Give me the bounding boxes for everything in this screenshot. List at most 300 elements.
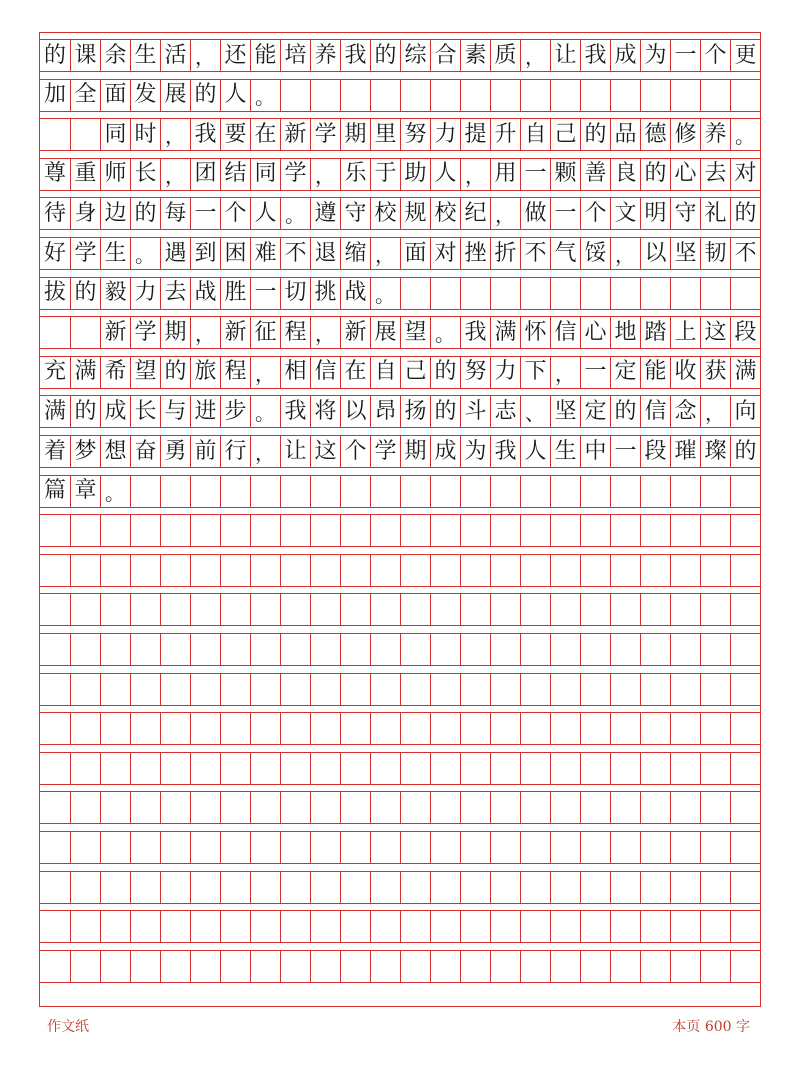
- grid-cell: [490, 911, 520, 942]
- grid-cell: [640, 753, 670, 784]
- grid-cell: [70, 594, 100, 625]
- grid-cell: [280, 634, 310, 665]
- grid-cell: [430, 792, 460, 823]
- grid-cell: [610, 911, 640, 942]
- grid-cell: [730, 594, 760, 625]
- grid-cell: [580, 792, 610, 823]
- grid-cell: [70, 911, 100, 942]
- grid-cell: 守: [340, 198, 370, 229]
- grid-cell: 到: [190, 238, 220, 269]
- grid-cell: [730, 713, 760, 744]
- grid-cell: [70, 713, 100, 744]
- grid-cell: [670, 594, 700, 625]
- grid-cell: [460, 911, 490, 942]
- grid-cell: 望: [400, 317, 430, 348]
- grid-cell: 向: [730, 396, 760, 427]
- grid-cell: [610, 832, 640, 863]
- grid-cell: [430, 634, 460, 665]
- grid-cell: 结: [220, 159, 250, 190]
- grid-cell: 新: [100, 317, 130, 348]
- grid-cell: 活: [160, 40, 190, 71]
- grid-cell: 的: [730, 436, 760, 467]
- grid-cell: 生: [130, 40, 160, 71]
- grid-cell: 明: [640, 198, 670, 229]
- grid-cell: [700, 674, 730, 705]
- grid-cell: 个: [700, 40, 730, 71]
- grid-cell: [40, 674, 70, 705]
- grid-cell: [70, 634, 100, 665]
- grid-cell: [430, 80, 460, 111]
- grid-cell: [340, 951, 370, 982]
- grid-cell: 待: [43, 200, 66, 226]
- grid-cell: [160, 832, 190, 863]
- grid-cell: [550, 753, 580, 784]
- grid-cell: 能: [250, 40, 280, 71]
- grid-cell: [490, 872, 520, 903]
- grid-cell: [400, 634, 430, 665]
- grid-cell: 助: [400, 159, 430, 190]
- grid-cell: 以: [640, 238, 670, 269]
- grid-cell: [520, 951, 550, 982]
- grid-cell: [580, 278, 610, 309]
- grid-cell: [670, 278, 700, 309]
- grid-cell: 课: [70, 40, 100, 71]
- grid-cell: [550, 476, 580, 507]
- grid-cell: [190, 634, 220, 665]
- grid-cell: 新: [280, 119, 310, 150]
- grid-cell: [70, 872, 100, 903]
- grid-cell: [580, 555, 610, 586]
- grid-cell: 新: [220, 317, 250, 348]
- grid-cell: [490, 476, 520, 507]
- grid-cell: 展: [160, 80, 190, 111]
- grid-cell: 去: [160, 278, 190, 309]
- grid-cell: [370, 80, 400, 111]
- grid-cell: ，: [310, 317, 340, 348]
- grid-cell: [670, 911, 700, 942]
- grid-cell: 的: [70, 396, 100, 427]
- grid-cell: [220, 476, 250, 507]
- grid-cell: [280, 515, 310, 546]
- grid-cell: 下: [520, 357, 550, 388]
- grid-cell: 要: [220, 119, 250, 150]
- grid-cell: [580, 753, 610, 784]
- grid-cell: 好: [43, 240, 66, 266]
- grid-cell: [400, 594, 430, 625]
- grid-cell: [40, 119, 70, 150]
- grid-cell: [130, 951, 160, 982]
- grid-cell: 素: [460, 40, 490, 71]
- grid-cell: [730, 753, 760, 784]
- grid-cell: 上: [670, 317, 700, 348]
- grid-cell: [340, 594, 370, 625]
- grid-cell: [310, 594, 340, 625]
- grid-cell: [70, 832, 100, 863]
- grid-cell: 行: [220, 436, 250, 467]
- grid-cell: [700, 792, 730, 823]
- grid-cell: [490, 792, 520, 823]
- grid-cell: 能: [640, 357, 670, 388]
- grid-cell: 扬: [400, 396, 430, 427]
- grid-cell: [640, 515, 670, 546]
- grid-cell: [40, 594, 70, 625]
- grid-cell: ，: [490, 198, 520, 229]
- grid-cell: [430, 555, 460, 586]
- grid-cell: 新: [340, 317, 370, 348]
- grid-cell: [640, 278, 670, 309]
- grid-cell: [40, 832, 70, 863]
- grid-cell: [340, 792, 370, 823]
- grid-cell: [460, 713, 490, 744]
- grid-cell: ，: [190, 40, 220, 71]
- grid-cell: 璀: [670, 436, 700, 467]
- grid-cell: [280, 80, 310, 111]
- grid-cell: [580, 951, 610, 982]
- grid-cell: [700, 476, 730, 507]
- grid-cell: [580, 634, 610, 665]
- grid-cell: [370, 911, 400, 942]
- grid-cell: 人: [250, 198, 280, 229]
- grid-cell: [730, 634, 760, 665]
- grid-cell: [400, 832, 430, 863]
- grid-cell: [670, 555, 700, 586]
- grid-cell: 。: [280, 198, 310, 229]
- grid-cell: [700, 594, 730, 625]
- grid-cell: [700, 515, 730, 546]
- grid-cell: 望: [130, 357, 160, 388]
- grid-cell: [130, 674, 160, 705]
- grid-cell: [700, 713, 730, 744]
- grid-cell: [130, 753, 160, 784]
- grid-cell: [490, 80, 520, 111]
- grid-cell: [160, 555, 190, 586]
- grid-cell: [190, 476, 220, 507]
- grid-cell: [610, 278, 640, 309]
- grid-cell: [310, 753, 340, 784]
- grid-cell: [520, 476, 550, 507]
- grid-cell: [370, 713, 400, 744]
- grid-cell: 做: [520, 198, 550, 229]
- grid-cell: 折: [490, 238, 520, 269]
- grid-cell: [550, 80, 580, 111]
- grid-cell: [370, 792, 400, 823]
- grid-cell: [490, 594, 520, 625]
- grid-cell: [100, 911, 130, 942]
- grid-cell: [550, 555, 580, 586]
- grid-cell: 生: [550, 436, 580, 467]
- grid-cell: [670, 753, 700, 784]
- grid-cell: 的: [580, 119, 610, 150]
- grid-cell: [700, 911, 730, 942]
- grid-cell: [730, 674, 760, 705]
- grid-cell: [190, 872, 220, 903]
- grid-cell: [40, 792, 70, 823]
- grid-cell: [490, 753, 520, 784]
- grid-cell: [520, 792, 550, 823]
- grid-cell: [310, 80, 340, 111]
- grid-cell: 更: [730, 40, 760, 71]
- grid-cell: [70, 119, 100, 150]
- grid-cell: [550, 634, 580, 665]
- grid-cell: 不: [280, 238, 310, 269]
- grid-line: [40, 831, 760, 864]
- grid-cell: [700, 80, 730, 111]
- grid-cell: 养: [310, 40, 340, 71]
- grid-cell: [460, 872, 490, 903]
- grid-cell: [340, 674, 370, 705]
- grid-cell: [580, 594, 610, 625]
- grid-cell: 修: [670, 119, 700, 150]
- grid-cell: [550, 278, 580, 309]
- grid-cell: 遇: [160, 238, 190, 269]
- grid-cell: [520, 872, 550, 903]
- grid-cell: 的: [730, 198, 760, 229]
- grid-cell: [160, 674, 190, 705]
- grid-cell: [670, 634, 700, 665]
- grid-cell: [40, 515, 70, 546]
- grid-cell: 在: [250, 119, 280, 150]
- grid-cell: 一: [610, 436, 640, 467]
- grid-cell: 个: [220, 198, 250, 229]
- grid-cell: [490, 674, 520, 705]
- grid-cell: [250, 674, 280, 705]
- grid-cell: [100, 753, 130, 784]
- grid-cell: 的: [43, 42, 66, 68]
- grid-cell: [280, 832, 310, 863]
- grid-cell: 质: [490, 40, 520, 71]
- grid-cell: [370, 832, 400, 863]
- grid-cell: 让: [280, 436, 310, 467]
- grid-cell: 提: [460, 119, 490, 150]
- grid-cell: 努: [460, 357, 490, 388]
- grid-cell: 段: [640, 436, 670, 467]
- grid-cell: 全: [70, 80, 100, 111]
- grid-cell: 毅: [100, 278, 130, 309]
- grid-cell: [430, 951, 460, 982]
- grid-cell: ，: [520, 40, 550, 71]
- grid-line: [40, 356, 760, 389]
- grid-cell: 一: [250, 278, 280, 309]
- grid-cell: [370, 476, 400, 507]
- grid-cell: 切: [280, 278, 310, 309]
- grid-cell: 战: [340, 278, 370, 309]
- grid-cell: [460, 951, 490, 982]
- grid-line: [40, 79, 760, 112]
- grid-cell: 德: [640, 119, 670, 150]
- grid-cell: [40, 753, 70, 784]
- grid-cell: ，: [250, 357, 280, 388]
- grid-cell: 余: [100, 40, 130, 71]
- grid-cell: 力: [490, 357, 520, 388]
- grid-cell: [220, 951, 250, 982]
- grid-cell: [280, 911, 310, 942]
- grid-cell: 品: [610, 119, 640, 150]
- grid-cell: [580, 872, 610, 903]
- grid-cell: [430, 594, 460, 625]
- grid-cell: [220, 713, 250, 744]
- grid-cell: [370, 555, 400, 586]
- grid-line: [40, 752, 760, 785]
- grid-cell: [190, 753, 220, 784]
- grid-cell: [160, 951, 190, 982]
- grid-cell: [520, 278, 550, 309]
- grid-cell: [250, 832, 280, 863]
- grid-cell: 。: [250, 396, 280, 427]
- grid-cell: [340, 555, 370, 586]
- grid-cell: [610, 80, 640, 111]
- grid-cell: [460, 753, 490, 784]
- grid-cell: 的: [70, 278, 100, 309]
- grid-cell: [640, 713, 670, 744]
- grid-cell: [670, 951, 700, 982]
- grid-cell: [640, 872, 670, 903]
- grid-cell: 充: [43, 359, 66, 385]
- grid-cell: [70, 555, 100, 586]
- grid-cell: 身: [70, 198, 100, 229]
- grid-cell: [100, 634, 130, 665]
- grid-cell: 里: [370, 119, 400, 150]
- grid-cell: [400, 80, 430, 111]
- grid-cell: [700, 278, 730, 309]
- grid-cell: [670, 476, 700, 507]
- grid-cell: [40, 555, 70, 586]
- grid-cell: 纪: [460, 198, 490, 229]
- grid-cell: [40, 951, 70, 982]
- grid-cell: [340, 476, 370, 507]
- page-character-count: 本页 600 字: [672, 1019, 750, 1035]
- grid-cell: [250, 911, 280, 942]
- grid-cell: [460, 792, 490, 823]
- grid-cell: 希: [100, 357, 130, 388]
- grid-cell: [520, 555, 550, 586]
- grid-cell: 地: [610, 317, 640, 348]
- grid-cell: 为: [460, 436, 490, 467]
- grid-cell: [130, 792, 160, 823]
- grid-cell: 文: [610, 198, 640, 229]
- grid-cell: [160, 713, 190, 744]
- grid-cell: [520, 80, 550, 111]
- grid-cell: [670, 674, 700, 705]
- grid-cell: 满: [490, 317, 520, 348]
- grid-cell: [520, 753, 550, 784]
- grid-cell: [280, 753, 310, 784]
- grid-cell: [400, 753, 430, 784]
- grid-cell: [580, 832, 610, 863]
- grid-cell: 学: [130, 317, 160, 348]
- grid-cell: [610, 753, 640, 784]
- grid-cell: [460, 674, 490, 705]
- grid-cell: [430, 753, 460, 784]
- grid-cell: 的: [130, 198, 160, 229]
- grid-cell: 尊: [43, 161, 66, 187]
- grid-cell: [190, 713, 220, 744]
- grid-cell: 用: [490, 159, 520, 190]
- grid-cell: 一: [580, 357, 610, 388]
- grid-cell: [40, 911, 70, 942]
- grid-cell: [400, 713, 430, 744]
- grid-cell: [220, 753, 250, 784]
- grid-cell: 信: [310, 357, 340, 388]
- grid-cell: [250, 753, 280, 784]
- grid-cell: 怀: [520, 317, 550, 348]
- grid-cell: 斗: [460, 396, 490, 427]
- grid-cell: [730, 278, 760, 309]
- grid-cell: [130, 911, 160, 942]
- grid-cell: 每: [160, 198, 190, 229]
- grid-cell: 对: [430, 238, 460, 269]
- grid-cell: 前: [190, 436, 220, 467]
- grid-line: [40, 475, 760, 508]
- grid-cell: [70, 317, 100, 348]
- grid-cell: [700, 753, 730, 784]
- grid-cell: 我: [190, 119, 220, 150]
- grid-cell: [100, 515, 130, 546]
- grid-cell: [520, 674, 550, 705]
- grid-line: [40, 118, 760, 151]
- grid-cell: 对: [730, 159, 760, 190]
- grid-cell: [400, 792, 430, 823]
- grid-cell: [250, 515, 280, 546]
- grid-cell: [40, 634, 70, 665]
- grid-cell: 步: [220, 396, 250, 427]
- grid-cell: 程: [220, 357, 250, 388]
- grid-cell: [670, 792, 700, 823]
- grid-cell: 篇: [43, 478, 66, 504]
- grid-cell: [580, 476, 610, 507]
- grid-cell: [190, 951, 220, 982]
- grid-line: [40, 554, 760, 587]
- grid-cell: [40, 872, 70, 903]
- grid-cell: [340, 753, 370, 784]
- grid-cell: 这: [700, 317, 730, 348]
- grid-cell: 心: [670, 159, 700, 190]
- grid-cell: 一: [550, 198, 580, 229]
- grid-cell: [280, 713, 310, 744]
- grid-cell: ，: [550, 357, 580, 388]
- grid-cell: [340, 80, 370, 111]
- grid-cell: [640, 911, 670, 942]
- grid-cell: [310, 476, 340, 507]
- grid-cell: [400, 951, 430, 982]
- grid-cell: 不: [520, 238, 550, 269]
- grid-cell: [520, 634, 550, 665]
- grid-cell: [640, 594, 670, 625]
- grid-cell: [640, 951, 670, 982]
- grid-cell: 力: [430, 119, 460, 150]
- grid-cell: [340, 872, 370, 903]
- grid-cell: [100, 713, 130, 744]
- grid-cell: [220, 872, 250, 903]
- grid-cell: 为: [640, 40, 670, 71]
- grid-cell: 培: [280, 40, 310, 71]
- grid-cell: [100, 951, 130, 982]
- grid-cell: 师: [100, 159, 130, 190]
- grid-cell: [130, 476, 160, 507]
- grid-cell: 退: [310, 238, 340, 269]
- grid-cell: [280, 951, 310, 982]
- grid-line: [40, 395, 760, 428]
- grid-cell: 己: [550, 119, 580, 150]
- grid-cell: 学: [280, 159, 310, 190]
- grid-cell: [280, 872, 310, 903]
- grid-cell: [340, 713, 370, 744]
- grid-cell: [610, 951, 640, 982]
- grid-cell: [250, 792, 280, 823]
- grid-cell: 的: [160, 357, 190, 388]
- grid-cell: [670, 872, 700, 903]
- grid-line: [40, 277, 760, 310]
- grid-cell: [310, 713, 340, 744]
